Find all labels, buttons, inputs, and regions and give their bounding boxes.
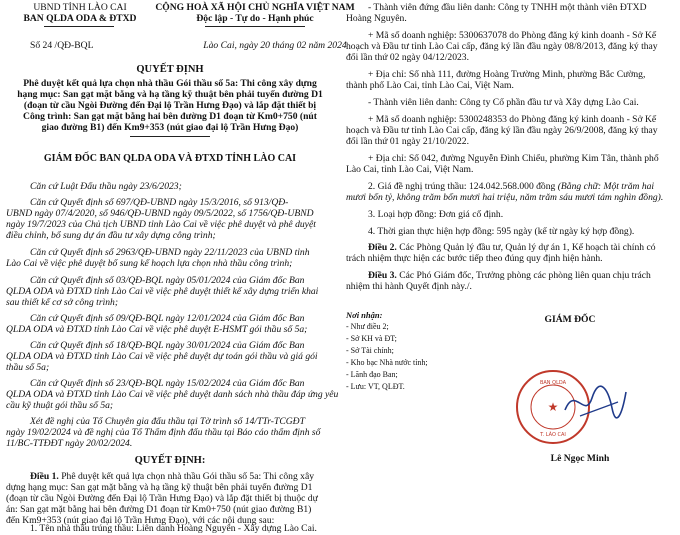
article-3-line: nhiệm thi hành Quyết định này./. xyxy=(346,281,472,292)
article-2-text: Các Phòng Quản lý đầu tư, Quản lý dự án 1, Kế hoạch tài chính có xyxy=(399,242,656,253)
basis-line: Căn cứ Quyết định số 03/QĐ-BQL ngày 05/01/2024 của Giám đốc Ban xyxy=(30,275,305,286)
authority-heading: GIÁM ĐỐC BAN QLDA ODA VÀ ĐTXD TỈNH LÀO CAI xyxy=(43,153,297,164)
contractor-line: + Địa chỉ: Số 042, đường Nguyễn Đình Chiểu, phường Kim Tân, thành phố xyxy=(368,153,659,164)
contractor-line: đổi lần thứ 02 ngày 04/12/2023. xyxy=(346,52,469,63)
basis-line: QLDA ODA và ĐTXD tỉnh Lào Cai về việc phê duyệt dự toán gói thầu và giá gói xyxy=(6,351,318,362)
basis-line: QLDA ODA và ĐTXD tỉnh Lào Cai về việc phê duyệt danh sách nhà thầu đáp ứng yêu xyxy=(6,389,339,400)
contractor-line: + Địa chỉ: Số nhà 111, đường Hoàng Trường Minh, phường Bắc Cường, xyxy=(368,69,646,80)
basis-line: Căn cứ Quyết định số 23/QĐ-BQL ngày 15/02/2024 của Giám đốc Ban xyxy=(30,378,305,389)
motto-underline xyxy=(205,26,305,27)
title-line: Phê duyệt kết quả lựa chọn nhà thầu Gói thầu số 5a: Thi công xây dựng xyxy=(23,78,317,89)
price-label: 2. Giá đề nghị trúng thầu: 124.042.568.000 đồng xyxy=(368,181,556,192)
basis-line: QLDA ODA và ĐTXD tỉnh Lào Cai về việc phê duyệt thiết kế xây dựng triển khai xyxy=(6,286,319,297)
contract-duration: 4. Thời gian thực hiện hợp đồng: 595 ngày (kể từ ngày ký hợp đồng). xyxy=(368,226,635,237)
recipient-item: - Sở KH và ĐT; xyxy=(346,334,397,343)
signer-role: GIÁM ĐỐC xyxy=(544,314,596,325)
decide-heading: QUYẾT ĐỊNH: xyxy=(134,455,206,466)
title-line: (đoạn từ cầu Ngòi Đường đến Đại lộ Trần Hưng Đạo) và lắp đặt thiết bị xyxy=(23,100,317,111)
basis-line: Căn cứ Quyết định số 09/QĐ-BQL ngày 12/01/2024 của Giám đốc Ban xyxy=(30,313,305,324)
basis-line: ngày 19/7/2023 của Chủ tịch UBND tỉnh Lào Cai về việc phê duyệt và phê duyệt xyxy=(6,219,316,230)
contractor-line: Hoàng Nguyên. xyxy=(346,13,407,24)
article-1-line: án: San gạt mặt bằng hai bên đường D1 đoạn từ Km0+750 (nút giao đường B1) xyxy=(6,504,312,515)
article-1-label: Điều 1. xyxy=(30,471,59,482)
contractor-line: + Mã số doanh nghiệp: 5300248353 do Phòng đăng ký kinh doanh - Sở Kế xyxy=(368,114,657,125)
title-line: giao đường B1) đến Km9+353 (nút giao đại lộ Trần Hưng Đạo) xyxy=(41,122,299,133)
price-words: (Bằng chữ: Một trăm hai xyxy=(557,181,655,192)
basis-line: UBND ngày 07/4/2020, số 946/QĐ-UBND ngày 09/5/2022, số 1756/QĐ-UBND xyxy=(6,208,314,219)
recipient-item: - Sở Tài chính; xyxy=(346,346,394,355)
issuer-underline xyxy=(44,26,114,27)
recipients-title: Nơi nhận: xyxy=(346,310,383,320)
basis-line: điều chỉnh, bổ sung dự án đầu tư xây dựng công trình; xyxy=(6,230,216,241)
basis-line: Căn cứ Quyết định số 2963/QĐ-UBND ngày 22/11/2023 của UBND tỉnh xyxy=(30,247,310,258)
basis-line: sau thiết kế cơ sở công trình; xyxy=(6,297,119,308)
svg-text:T. LÀO CAI: T. LÀO CAI xyxy=(540,432,566,438)
basis-line: 11/BC-TTĐĐT ngày 20/02/2024. xyxy=(6,438,133,449)
recipient-item: - Kho bạc Nhà nước tỉnh; xyxy=(346,358,428,367)
contract-type: 3. Loại hợp đồng: Đơn giá cố định. xyxy=(368,209,504,220)
recipient-item: - Lãnh đạo Ban; xyxy=(346,370,398,379)
decision-title: QUYẾT ĐỊNH xyxy=(136,64,204,75)
article-3-text: Các Phó Giám đốc, Trưởng phòng các phòng liên quan chịu trách xyxy=(399,270,651,281)
basis-line: Lào Cai về việc phê duyệt bổ sung kế hoạch lựa chọn nhà thầu công trình; xyxy=(6,258,293,269)
basis-line: thầu số 5a; xyxy=(6,362,50,373)
basis-line: Căn cứ Luật Đấu thầu ngày 23/6/2023; xyxy=(30,181,182,192)
recipient-item: - Lưu: VT, QLĐT. xyxy=(346,382,405,391)
contractor-line: thành phố Lào Cai, tỉnh Lào Cai, Việt Nam. xyxy=(346,80,514,91)
contractor-line: - Thành viên liên danh: Công ty Cổ phần đầu tư và Xây dựng Lào Cai. xyxy=(368,97,639,108)
title-line: Công trình: San gạt mặt bằng hai bên đường D1 đoạn từ Km0+750 (nút xyxy=(23,111,317,122)
contractor-line: hoạch và Đầu tư tỉnh Lào Cai cấp, đăng ký lần đầu ngày 08/8/2013, đăng ký thay xyxy=(346,41,658,52)
article-1-line: dựng hạng mục: San gạt mặt bằng và hạ tầng kỹ thuật bên phải tuyến đường D1 xyxy=(6,482,313,493)
basis-line: Căn cứ Quyết định số 697/QĐ-UBND ngày 15/3/2016, số 913/QĐ- xyxy=(30,197,289,208)
article-2-line xyxy=(368,242,656,253)
national-motto: Độc lập - Tự do - Hạnh phúc xyxy=(196,13,314,24)
article-2-line: trách nhiệm thực hiện các bước tiếp theo đúng quy định hiện hành. xyxy=(346,253,603,264)
article-1-line: đến Km9+353 (nút giao đại lộ Trần Hưng Đạo), với các nội dung sau: xyxy=(6,515,275,526)
basis-line: cầu kỹ thuật gói thầu số 5a; xyxy=(6,400,114,411)
document-number: Số 24 /QĐ-BQL xyxy=(30,40,94,51)
price-words-cont: mươi bốn tỷ, không trăm bốn mươi hai triệu, năm trăm sáu mươi tám nghìn đồng). xyxy=(346,192,664,203)
basis-line: Xét đề nghị của Tổ Chuyên gia đấu thầu tại Tờ trình số 14/TTr-TCGĐT xyxy=(30,416,305,427)
basis-line: ngày 19/02/2024 và đề nghị của Tổ Thẩm định đấu thầu tại Báo cáo thẩm định số xyxy=(6,427,321,438)
title-underline xyxy=(130,136,210,137)
basis-line: Căn cứ Quyết định số 18/QĐ-BQL ngày 30/01/2024 của Giám đốc Ban xyxy=(30,340,305,351)
national-title: CỘNG HOÀ XÃ HỘI CHỦ NGHĨA VIỆT NAM xyxy=(155,2,355,13)
contractor-line: + Mã số doanh nghiệp: 5300637078 do Phòng đăng ký kinh doanh - Sở Kế xyxy=(368,30,657,41)
contractor-line: đổi lần thứ 01 ngày 21/10/2022. xyxy=(346,136,469,147)
article-1-line: (đoạn từ cầu Ngòi Đường đến Đại lộ Trần Hưng Đạo) và lắp đặt thiết bị thuộc dự xyxy=(6,493,318,504)
handwritten-signature-icon xyxy=(560,380,630,425)
contractor-line: Lào Cai, tỉnh Lào Cai, Việt Nam. xyxy=(346,164,474,175)
title-line: hạng mục: San gạt mặt bằng và hạ tầng kỹ thuật bên phải tuyến đường D1 xyxy=(17,89,323,100)
issue-date: Lào Cai, ngày 20 tháng 02 năm 2024 xyxy=(203,40,347,51)
article-1-line xyxy=(30,471,314,482)
svg-text:★: ★ xyxy=(547,400,559,414)
svg-text:BAN QLDA: BAN QLDA xyxy=(539,380,567,386)
contractor-line: - Thành viên đứng đầu liên danh: Công ty TNHH một thành viên ĐTXD xyxy=(368,2,647,13)
recipient-item: - Như điều 2; xyxy=(346,322,389,331)
contractor-line: hoạch và Đầu tư tỉnh Lào Cai cấp, đăng ký lần đầu ngày 26/9/2008, đăng ký thay xyxy=(346,125,658,136)
article-2-label: Điều 2. xyxy=(368,242,397,253)
article-3-label: Điều 3. xyxy=(368,270,397,281)
signer-name: Lê Ngọc Minh xyxy=(550,453,610,464)
article-1-text: Phê duyệt kết quả lựa chọn nhà thầu Gói thầu số 5a: Thi công xây xyxy=(61,471,314,482)
issuer-board: BAN QLDA ODA & ĐTXD xyxy=(23,13,137,24)
article-3-line xyxy=(368,270,651,281)
price-line xyxy=(368,181,654,192)
issuer-province: UBND TỈNH LÀO CAI xyxy=(33,2,127,13)
article-1-line: 1. Tên nhà thầu trúng thầu: Liên danh Hoàng Nguyên - Xây dựng Lào Cai. xyxy=(30,523,317,534)
basis-line: QLDA ODA và ĐTXD tỉnh Lào Cai về việc phê duyệt E-HSMT gói thầu số 5a; xyxy=(6,324,308,335)
